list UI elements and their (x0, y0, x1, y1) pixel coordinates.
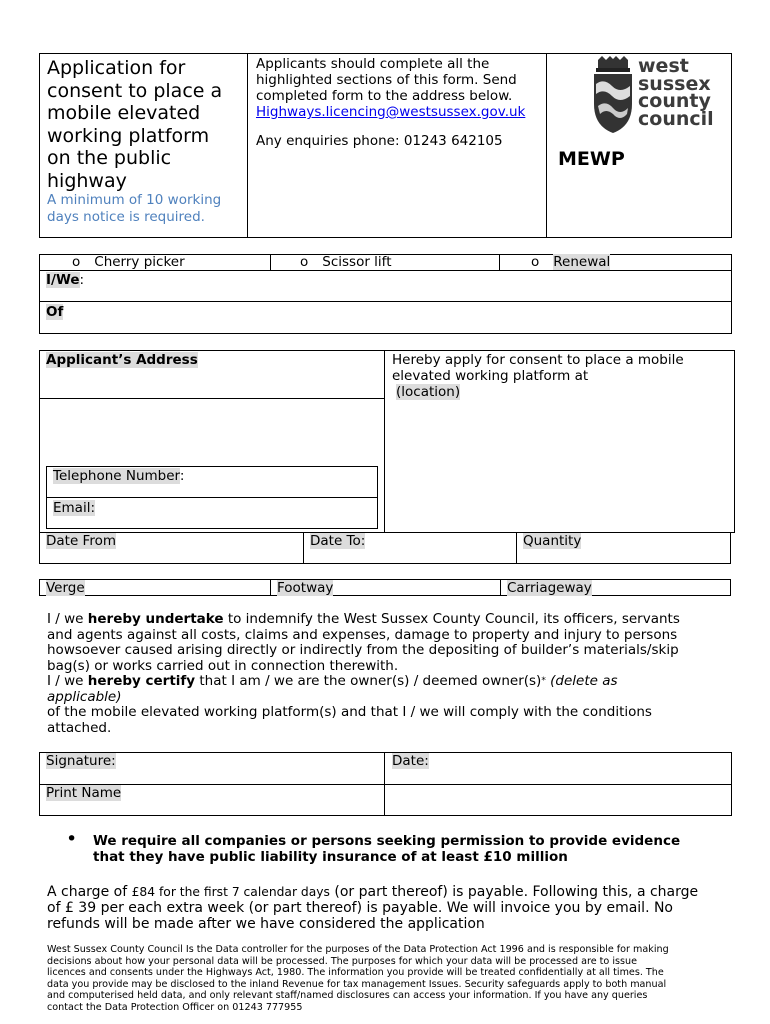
text-run: (or part thereof) is payable. Following this, a charge (329, 884, 699, 900)
placement-divider (500, 579, 501, 596)
dates-divider (516, 532, 517, 564)
placement-row (39, 579, 731, 596)
address-input-area[interactable] (40, 399, 383, 465)
quantity-field[interactable] (523, 533, 581, 549)
text-run: £84 for the first 7 calendar days (131, 885, 330, 899)
date-from-field[interactable] (46, 533, 116, 549)
option-renewal[interactable] (531, 254, 610, 270)
charge-text (47, 884, 737, 932)
signature-field[interactable] (46, 753, 116, 769)
signature-label: Signature: (46, 753, 116, 769)
charge-line: of £ 39 per each extra week (or part thereof) is payable. We will invoice you by email. No (47, 900, 674, 916)
notice-line: A minimum of 10 working (47, 192, 222, 208)
logo-word: county (638, 90, 711, 112)
header-divider-right (546, 53, 547, 238)
text-run: that I am / we are the owner(s) / deemed owner(s) (195, 673, 542, 689)
council-logo (592, 56, 725, 134)
notice-text (47, 192, 247, 226)
asterisk: * (541, 676, 546, 686)
iwe-colon: : (79, 272, 85, 288)
iwe-label: I/We (46, 272, 80, 288)
iwe-field[interactable] (46, 272, 84, 288)
radio-icon[interactable]: o (531, 254, 540, 270)
enquiries-phone: Any enquiries phone: 01243 642105 (256, 133, 503, 149)
radio-icon[interactable]: o (72, 254, 81, 270)
email-field[interactable] (53, 500, 95, 516)
title-line: working platform (47, 124, 210, 147)
insurance-line: We require all companies or persons seeking permission to provide evidence (93, 833, 681, 849)
notice-line: days notice is required. (47, 209, 205, 225)
dp-line: contact the Data Protection Officer on 01243 777955 (47, 1001, 303, 1013)
undertaking-line: and agents against all costs, claims and expenses, damage to property and injury to persons (47, 626, 678, 643)
option-label: Cherry picker (94, 254, 185, 270)
undertaking-line: attached. (47, 719, 112, 736)
print-name-field[interactable] (46, 785, 121, 801)
address-label (46, 352, 198, 368)
insurance-requirement (93, 833, 733, 865)
location-label: (location) (396, 384, 461, 400)
title-line: highway (47, 169, 127, 192)
bullet-icon: • (66, 828, 78, 850)
undertaking-line: howsoever caused arising directly or indirectly from the depositing of builder’s materials/skip (47, 642, 679, 658)
dates-row (39, 532, 731, 564)
email-link[interactable]: Highways.licencing@westsussex.gov.uk (256, 104, 526, 120)
dp-line: data you provide may be disclosed to the inland Revenue for tax management Issues. Security safeguards apply to both manual (47, 978, 667, 990)
instructions-line: completed form to the address below. (256, 88, 513, 104)
radio-icon[interactable]: o (300, 254, 309, 270)
location-line (392, 384, 732, 400)
address-divider-v (384, 350, 385, 533)
text-run: to indemnify the West Sussex County Council, its officers, servants (223, 611, 680, 627)
date-field[interactable] (392, 753, 429, 769)
text-run-bold: hereby certify (87, 673, 196, 689)
data-protection-notice (47, 944, 737, 1014)
header-divider-left (247, 53, 248, 238)
dates-divider (303, 532, 304, 564)
placement-label: Verge (46, 580, 85, 596)
title-line: consent to place a (47, 79, 223, 102)
address-label-text: Applicant’s Address (46, 352, 198, 368)
placement-divider (270, 579, 271, 596)
placement-label: Carriageway (507, 580, 592, 596)
date-to-field[interactable] (310, 533, 365, 549)
title-line: on the public (47, 147, 172, 169)
instructions-line: Applicants should complete all the (256, 56, 490, 72)
logo-wordmark (638, 55, 714, 130)
date-to-label: Date To: (310, 533, 366, 549)
logo-word: west (638, 55, 689, 77)
of-field[interactable] (46, 304, 63, 320)
charge-line: refunds will be made after we have considered the application (47, 916, 485, 932)
type-divider (270, 254, 271, 271)
option-scissor-lift[interactable] (300, 254, 392, 270)
instructions-text (256, 56, 546, 120)
undertaking-line: bag(s) or works carried out in connection therewith. (47, 657, 399, 674)
text-run-bold: hereby undertake (87, 611, 224, 627)
form-code: MEWP (558, 148, 625, 170)
dp-line: licences and consents under the Highways Act, 1980. The information you provide will be treated confidentially at all times. The (47, 967, 664, 979)
undertaking-line: of the mobile elevated working platform(s) and that I / we will comply with the conditions (47, 704, 652, 720)
option-cherry-picker[interactable] (72, 254, 185, 270)
location-input-area[interactable] (386, 400, 733, 531)
telephone-label: Telephone Number (53, 468, 180, 484)
option-label: Scissor lift (322, 254, 392, 270)
applicant-name-box (39, 270, 732, 334)
insurance-line: that they have public liability insurance of at least £10 million (93, 849, 568, 865)
title-line: mobile elevated (47, 102, 201, 124)
title-line: Application for (47, 57, 186, 79)
placement-label: Footway (277, 580, 334, 596)
text-run: I / we (47, 611, 88, 627)
signature-divider-h (39, 784, 732, 785)
dp-line: West Sussex County Council Is the Data controller for the purposes of the Data Protection Act 1996 and is responsible for making (47, 944, 669, 955)
contact-divider (46, 497, 378, 498)
undertaking-text (47, 612, 737, 736)
date-from-label: Date From (46, 533, 117, 549)
hereby-line: elevated working platform at (392, 368, 589, 384)
hereby-line: Hereby apply for consent to place a mobile (392, 352, 684, 368)
instructions-line: highlighted sections of this form. Send (256, 72, 517, 88)
text-run: A charge of (47, 884, 132, 900)
text-run-italic: (delete as (545, 673, 618, 689)
page-title (47, 57, 247, 192)
logo-word: sussex (638, 72, 711, 95)
telephone-colon: : (179, 468, 185, 484)
telephone-field[interactable] (53, 468, 184, 484)
date-label: Date: (392, 753, 429, 769)
placement-verge[interactable] (46, 580, 85, 596)
type-divider (499, 254, 500, 271)
logo-word: council (638, 107, 714, 130)
email-label: Email: (53, 500, 96, 516)
dp-line: and computerised held data, and only relevant staff/named disclosures can access your information. If you have any queries (47, 990, 648, 1002)
dp-line: decisions about how your personal data will be processed. The purposes for which your data will be processed are to issue (47, 955, 637, 967)
text-run-italic: applicable) (47, 688, 122, 705)
applicant-divider (39, 301, 732, 302)
quantity-label: Quantity (523, 533, 582, 549)
placement-carriageway[interactable] (507, 580, 592, 596)
location-text (392, 352, 732, 400)
placement-footway[interactable] (277, 580, 333, 596)
text-run: I / we (47, 673, 88, 689)
of-label: Of (46, 304, 64, 320)
crest-icon (592, 56, 634, 134)
option-label: Renewal (553, 254, 611, 270)
print-name-label: Print Name (46, 785, 122, 801)
